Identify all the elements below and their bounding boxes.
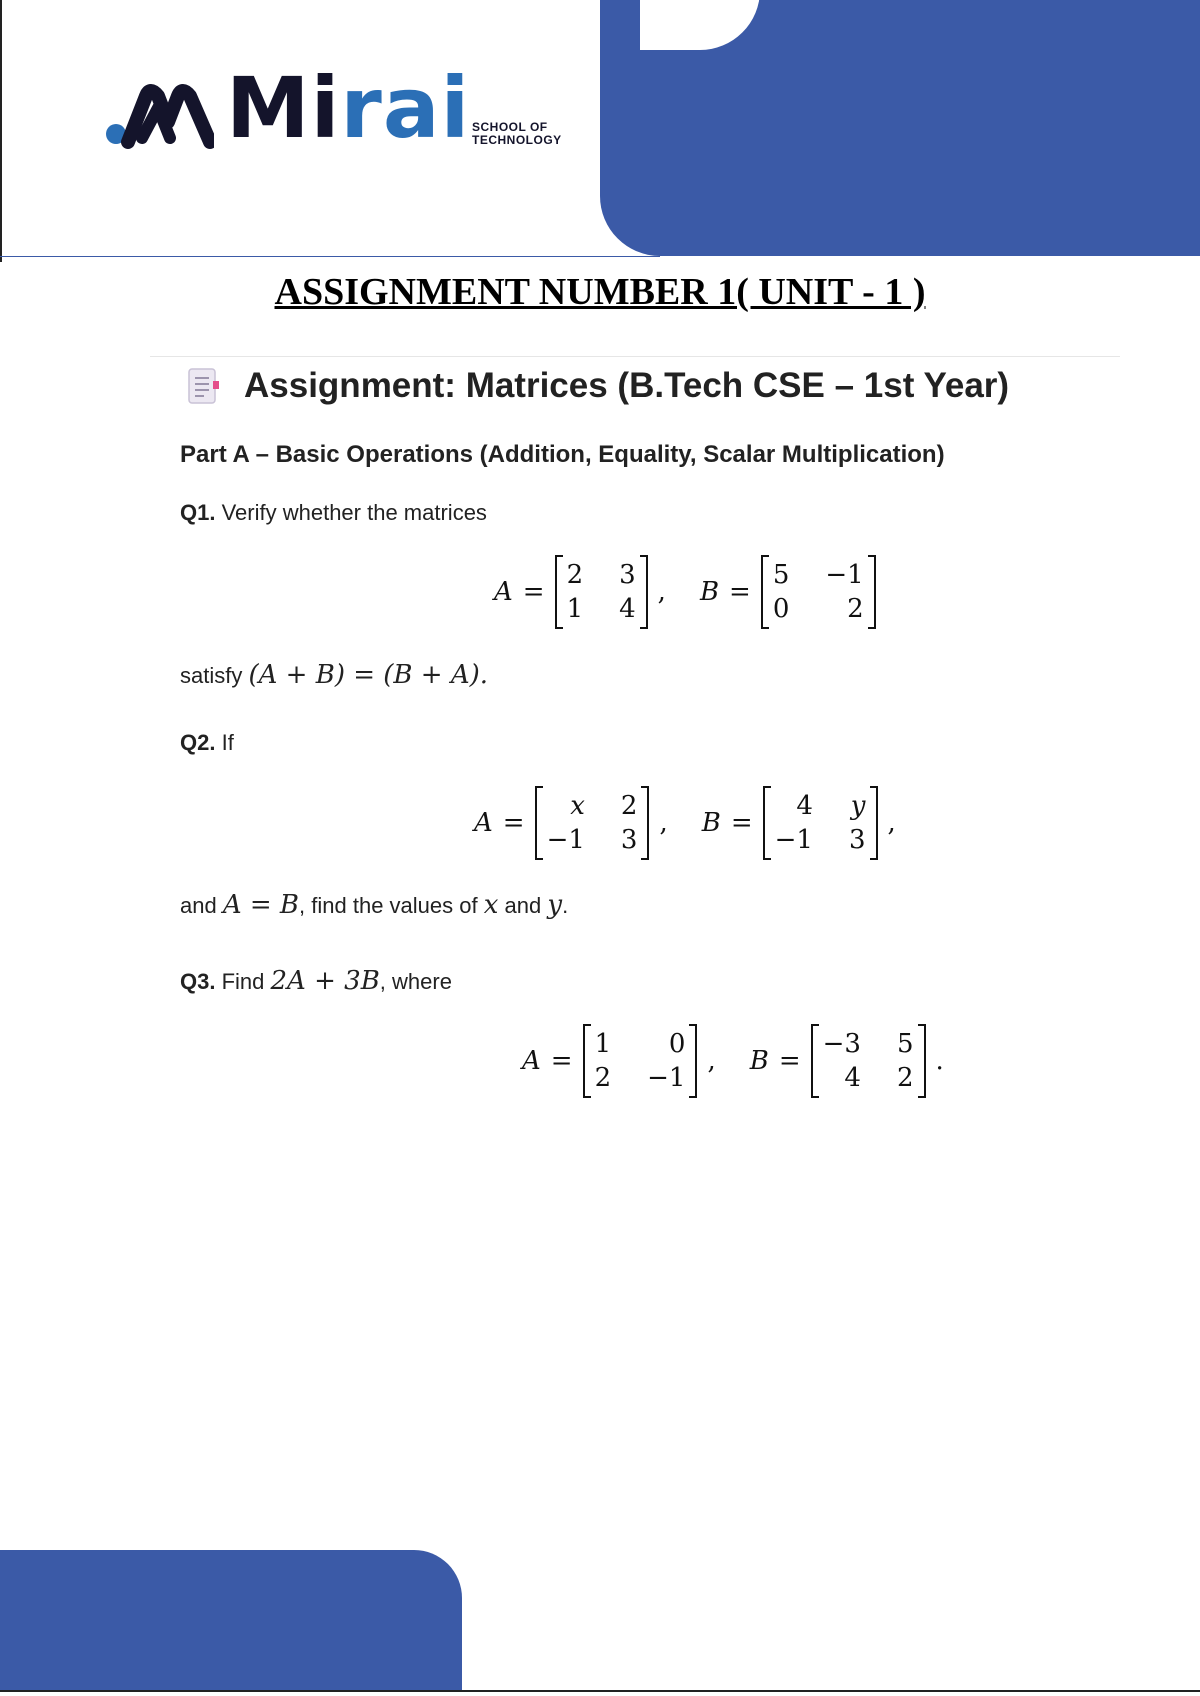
assignment-heading: Assignment: Matrices (B.Tech CSE – 1st Year) <box>244 366 1010 405</box>
matrix-cell: 3 <box>848 825 866 855</box>
q2-and-text: and <box>180 893 217 918</box>
q1-matrix-b <box>761 555 876 629</box>
q2-var-x: x <box>483 890 499 920</box>
q2-equation: A = B <box>222 890 300 920</box>
document-icon <box>186 367 222 405</box>
matrix-cell: 5 <box>772 560 790 590</box>
page-border-left <box>0 0 2 262</box>
q2-condition <box>180 890 568 920</box>
matrix-cell: 2 <box>594 1063 612 1093</box>
q2-matrix-b <box>763 786 878 860</box>
q2-label: Q2. <box>180 730 216 755</box>
matrix-cell: 4 <box>796 791 813 821</box>
q1-text: Verify whether the matrices <box>221 500 487 525</box>
matrix-cell: 2 <box>620 791 638 821</box>
matrix-cell: 4 <box>619 594 636 624</box>
q1-equation: (A + B) = (B + A). <box>248 660 489 690</box>
q2-prompt <box>180 730 234 756</box>
q3-where-text: , where <box>379 969 452 994</box>
q1-satisfy-text: satisfy <box>180 663 243 688</box>
matrix-cell: 1 <box>594 1029 612 1059</box>
page-border-bottom <box>0 1690 1200 1692</box>
logo-subtitle <box>472 121 562 147</box>
q1-matrix-a <box>555 555 648 629</box>
q2-var-y: y <box>547 890 563 920</box>
footer-decoration-shape <box>0 1550 462 1690</box>
matrix-cell: 3 <box>619 560 636 590</box>
q3-matrix-b <box>811 1024 926 1098</box>
matrix-cell: −1 <box>825 560 864 590</box>
matrix-cell: 2 <box>896 1063 914 1093</box>
logo-wordmark: Mirai <box>226 59 471 157</box>
matrix-cell: y <box>850 791 866 821</box>
q3-matrices: A = 1 0 2 −1 , B = −3 5 4 2 . <box>522 1024 954 1098</box>
q1-label: Q1. <box>180 500 216 525</box>
q2-find-text: , find the values of <box>299 893 478 918</box>
q1-matrix-b-label: B <box>699 577 720 607</box>
q2-matrices: A = x 2 −1 3 , B = 4 y −1 3 , <box>474 786 906 860</box>
assignment-title: ASSIGNMENT NUMBER 1( UNIT - 1 ) <box>274 271 926 313</box>
q3-prompt <box>180 966 452 996</box>
q2-matrix-a <box>535 786 650 860</box>
matrix-cell: −1 <box>647 1063 686 1093</box>
matrix-cell: 2 <box>566 560 584 590</box>
q1-prompt <box>180 500 487 526</box>
q2-end: . <box>562 893 569 918</box>
matrix-cell: 0 <box>668 1029 686 1059</box>
section-divider <box>150 356 1120 357</box>
q3-text: Find <box>221 969 265 994</box>
matrix-cell: x <box>570 791 585 821</box>
matrix-cell: −1 <box>546 825 585 855</box>
q3-matrix-a <box>583 1024 698 1098</box>
q1-matrices: A = 2 3 1 4 , B = 5 −1 0 2 <box>494 555 876 629</box>
mirai-logo-mark-icon <box>106 82 214 152</box>
q3-matrix-b-label: B <box>749 1046 769 1076</box>
q2-and2-text: and <box>504 893 542 918</box>
matrix-cell: −3 <box>822 1029 861 1059</box>
logo-subtitle-line2: TECHNOLOGY <box>472 133 562 147</box>
q2-text: If <box>221 730 234 755</box>
matrix-cell: 0 <box>772 594 790 624</box>
matrix-cell: 1 <box>566 594 584 624</box>
logo-subtitle-line1: SCHOOL OF <box>472 120 548 134</box>
q1-matrix-a-label: A <box>494 577 513 607</box>
matrix-cell: 5 <box>896 1029 914 1059</box>
part-a-heading: Part A – Basic Operations (Addition, Equality, Scalar Multiplication) <box>180 441 945 468</box>
q3-expression: 2A + 3B <box>270 966 380 996</box>
matrix-cell: −1 <box>774 825 813 855</box>
q1-condition <box>180 660 488 690</box>
header-divider <box>0 256 660 257</box>
q2-matrix-a-label: A <box>474 808 493 838</box>
matrix-cell: 4 <box>844 1063 861 1093</box>
matrix-cell: 3 <box>620 825 638 855</box>
matrix-cell: 2 <box>847 594 864 624</box>
q2-matrix-b-label: B <box>701 808 721 838</box>
q3-label: Q3. <box>180 969 216 994</box>
q3-matrix-a-label: A <box>522 1046 541 1076</box>
